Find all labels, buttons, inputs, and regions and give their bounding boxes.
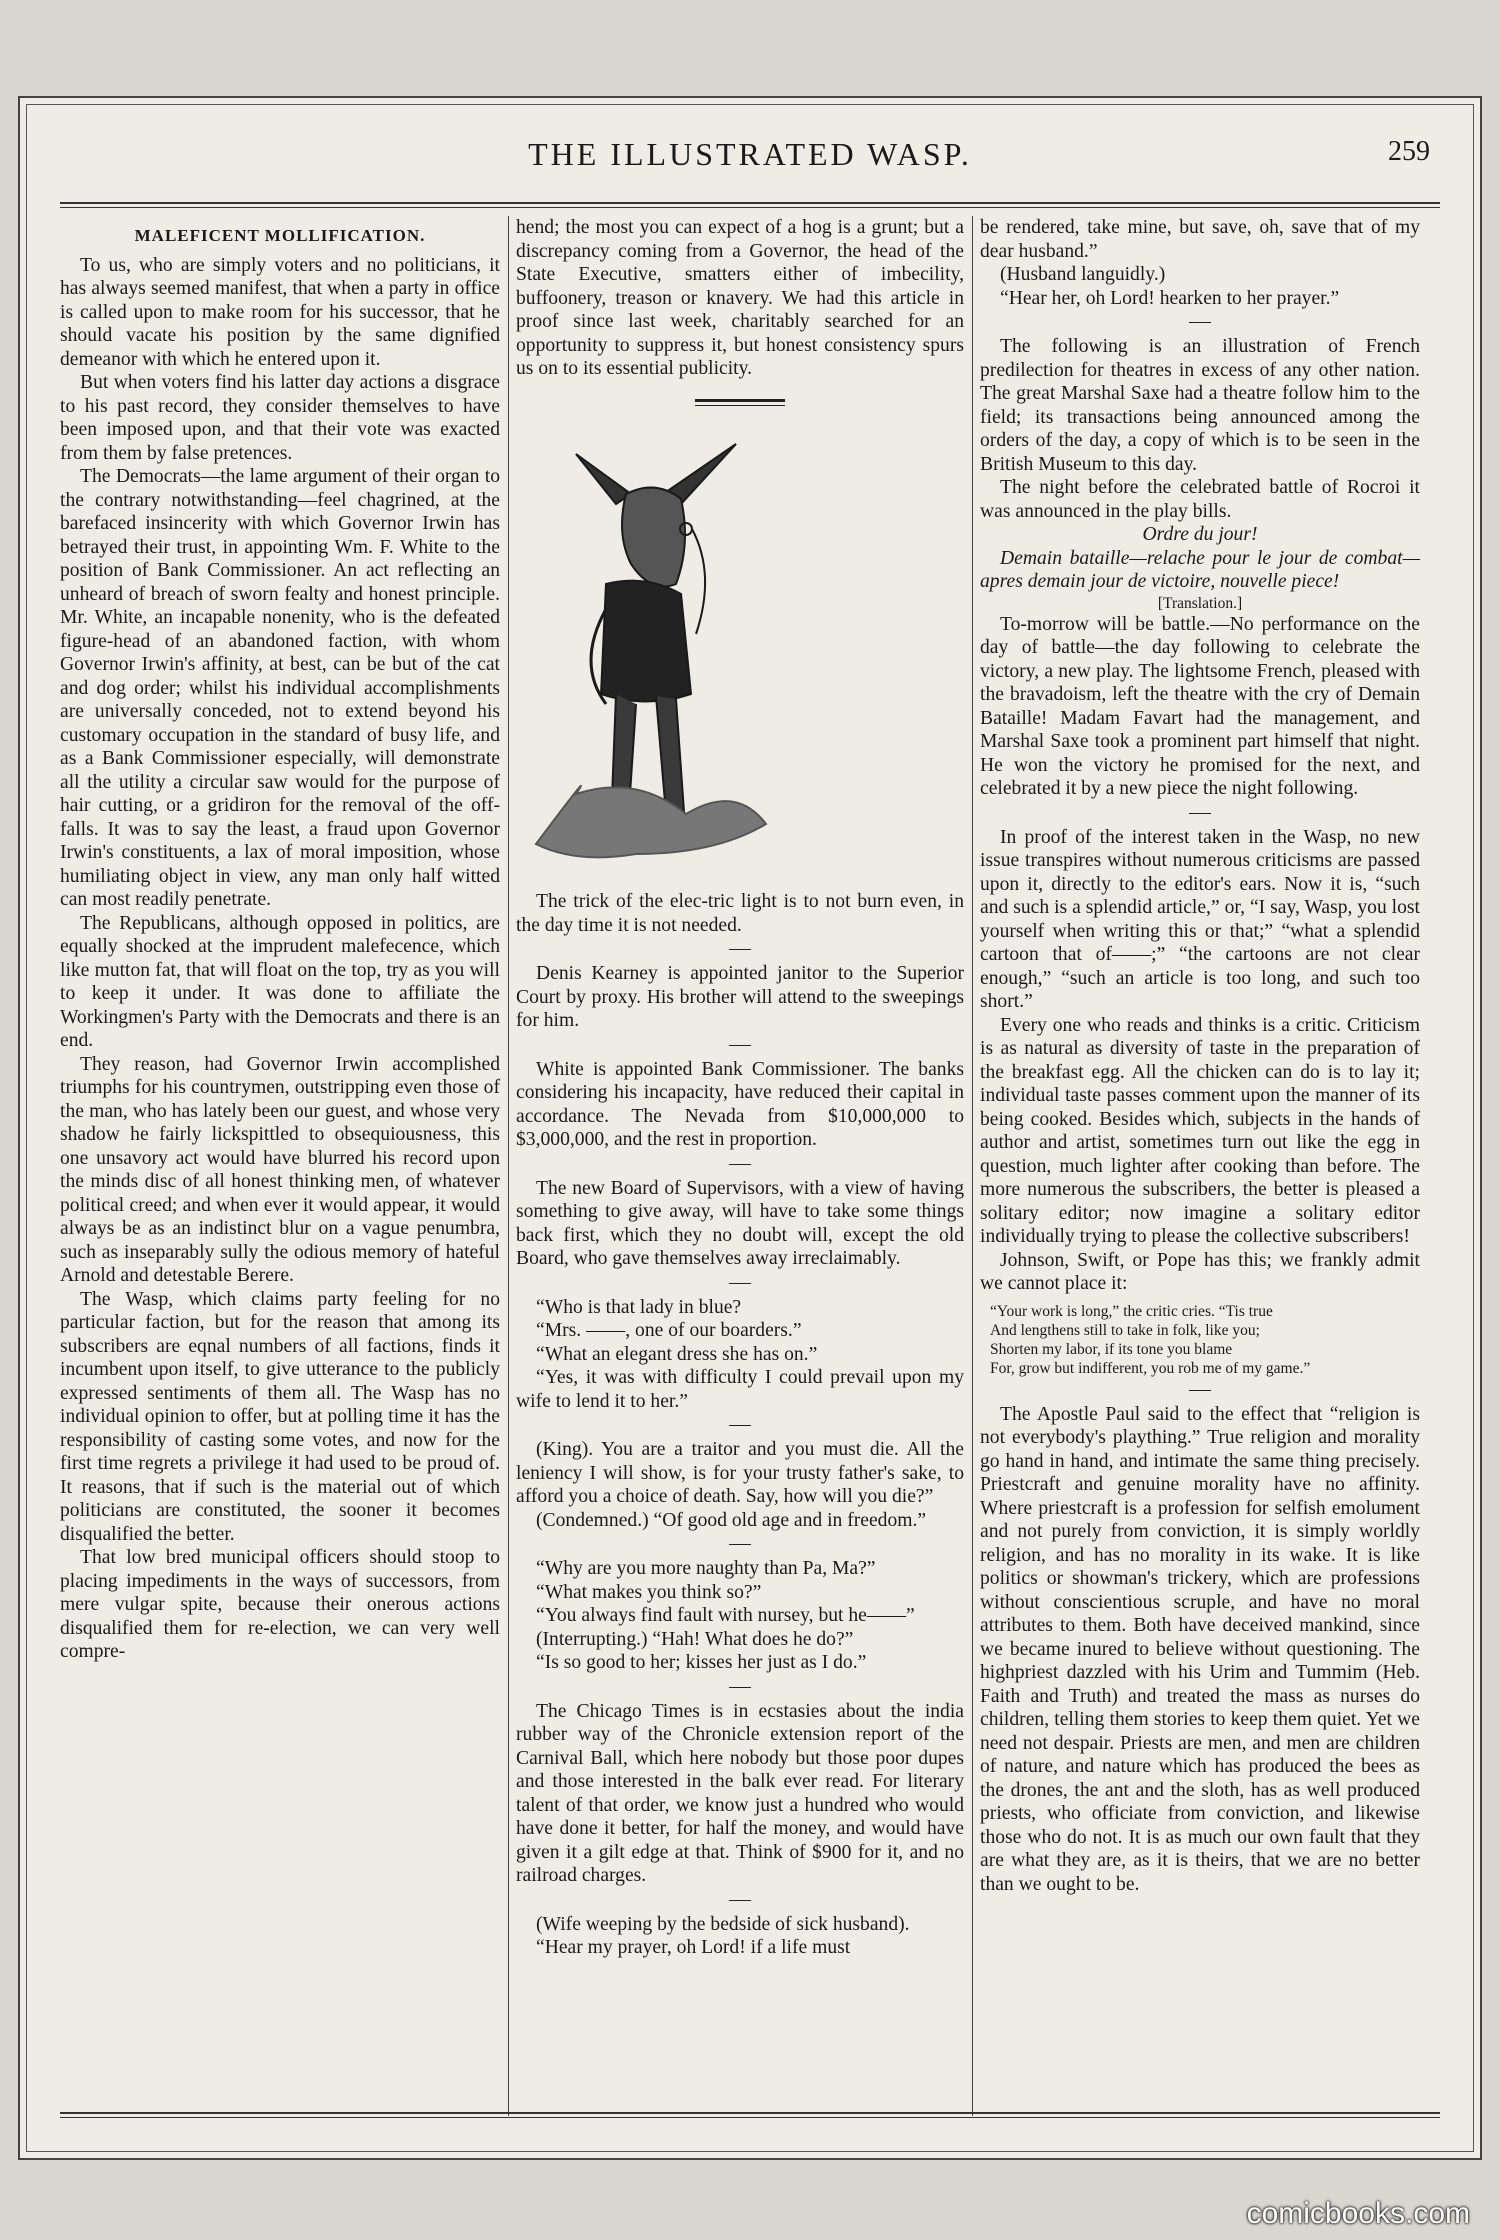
column-divider xyxy=(972,216,973,2116)
verse-quote xyxy=(990,1302,1420,1378)
site-watermark: comicbooks.com xyxy=(1246,2197,1470,2230)
article-paragraph: The Republicans, although opposed in politics, are equally shocked at the imprudent malefecence, which like mutton fat, that will float on the top, try as you will to keep it under. It was done to affiliate the Workingmen's Party with the Democrats and there is an end. xyxy=(60,912,500,1051)
article-paragraph: They reason, had Governor Irwin accomplished triumphs for his countrymen, outstripping even those of the man, who has lately been our guest, and whose very shadow he fairly lickspittled to obsequiousness, this one unsavory act would have blurred his record upon the minds disc of all honest thinking men, of whatever political creed; and when ever it would appear, it would always be as an indistinct blur on a vague penumbra, such as inseparably sully the odious memory of hateful Arnold and detestable Berere. xyxy=(60,1053,500,1286)
translation-label: [Translation.] xyxy=(1157,594,1243,612)
dialogue-line: (Wife weeping by the bedside of sick husband). xyxy=(536,1913,910,1935)
item-separator xyxy=(729,1164,751,1165)
column-three xyxy=(980,216,1420,1896)
news-item: The Chicago Times is in ecstasies about the india rubber way of the Chronicle extension report of the Carnival Ball, which here nobody but those poor dupes and those interested in the balk ever read. For literary talent of that order, we know just a hundred who would have done it better, for half the money, and would have given it a gilt edge at that. Think of $900 for it, and no railroad charges. xyxy=(516,1700,964,1886)
verse-line: Shorten my labor, if its tone you blame xyxy=(990,1340,1233,1358)
dialogue-line: “Hear her, oh Lord! hearken to her prayer.” xyxy=(1000,287,1340,309)
news-item: The following is an illustration of French predilection for theatres in excess of any other nation. The great Marshal Saxe had a theatre follow him to the field; its transactions being announced among the orders of the day, a copy of which is to be seen in the British Museum to this day. xyxy=(980,336,1420,475)
news-item: Every one who reads and thinks is a critic. Criticism is as natural as diversity of taste in the preparation of the breakfast egg. All the chicken can do is to lay it; individual taste passes comment upon the manner of its being cooked. Besides which, subjects in the hands of author and artist, sometimes turn out like the egg in question, much lighter after cooking than before. The more numerous the subscribers, the better is pleased a solitary editor; now imagine a solitary editor individually trying to please the collective subscribers! xyxy=(980,1014,1420,1247)
dialogue-line: (Husband languidly.) xyxy=(1000,264,1166,285)
article-paragraph: That low bred municipal officers should stoop to placing impediments in the ways of successors, from mere vulgar spite, because their onerous actions disqualified them for re-election, we can very well compre- xyxy=(60,1547,500,1662)
item-separator xyxy=(729,1687,751,1688)
article-continuation: hend; the most you can expect of a hog is a grunt; but a discrepancy coming from a Governor, the head of the State Executive, smatters either of imbecility, buffoonery, treason or knavery. We had this article in proof since last week, charitably searched for an opportunity to suppress it, but honest consistency spurs us on to its essential publicity. xyxy=(516,217,964,379)
dialogue-line: “What an elegant dress she has on.” xyxy=(536,1343,818,1365)
dialogue-line: “Is so good to her; kisses her just as I do.” xyxy=(536,1652,867,1673)
newspaper-page xyxy=(18,96,1482,2160)
article-paragraph: To us, who are simply voters and no politicians, it has always seemed manifest, that when a party in office is called upon to make room for his successor, that he should vacate his position by the same dignified demeanor with which he entered upon it. xyxy=(60,254,500,370)
article-paragraph: The Wasp, which claims party feeling for no particular faction, but for the reason that among its subscribers are eqnal numbers of all factions, finds it incumbent upon itself, to give utterance to the publicly expressed sentiments of them all. The Wasp has no individual opinion to offer, but at polling time it has the responsibility of casting some votes, and now for the first time regrets a privilege it had used to be proud of. It reasons, that if such is the material out of which politicians are constituted, the sooner it becomes disqualified the better. xyxy=(60,1288,500,1545)
item-separator xyxy=(729,1045,751,1046)
item-separator xyxy=(1189,813,1211,814)
news-item: To-morrow will be battle.—No performance on the day of battle—the day following to celebrate the victory, a new play. The lightsome French, pleased with the bravadoism, left the theatre with the cry of Demain Bataille! Madam Favart had the management, and Marshal Saxe took a prominent part himself that night. He won the victory he promised for the next, and celebrated it by a new piece the night following. xyxy=(980,613,1420,799)
news-item: The new Board of Supervisors, with a view of having something to give away, will have to take some things back first, which they no doubt will, except the old Board, who gave themselves away irreclaimably. xyxy=(516,1177,964,1269)
dialogue-line: “Mrs. ——, one of our boarders.” xyxy=(536,1320,802,1341)
item-separator xyxy=(1189,322,1211,323)
page-title: THE ILLUSTRATED WASP. xyxy=(528,136,972,172)
dialogue-line: (Interrupting.) “Hah! What does he do?” xyxy=(536,1628,854,1650)
item-separator xyxy=(729,1544,751,1545)
item-separator xyxy=(729,949,751,950)
news-item: The Apostle Paul said to the effect that “religion is not everybody's plaything.” True religion and morality go hand in hand, and intimate the same thing precisely. Priestcraft and genuine morality have no affinity. Where priestcraft is a profession for selfish emolument and not purely from conviction, it is simply worldly religion, and has no morality in its wake. It is like politics or showman's trickery, which are professions without conscientious scruple, and have no moral attributes to them. Both have deceived mankind, since we became inured to believe without questioning. The highpriest dazzled with his Urim and Tummim (Heb. Faith and Truth) and treated the mass as nurses do children, telling them stories to keep them quiet. Yet we need not despair. Priests are men, and men are children of nature, and nature which has produced the bees as the drones, the ant and the sloth, has as well produced priests, who officiate from conviction, and likewise those who do not. It is as much our own fault that they are what they are, as it is theirs, that we are no better than we ought to be. xyxy=(980,1403,1420,1895)
news-item: Johnson, Swift, or Pope has this; we frankly admit we cannot place it: xyxy=(980,1249,1420,1294)
masthead xyxy=(60,136,1440,176)
dialogue-line: “What makes you think so?” xyxy=(536,1581,762,1603)
french-heading: Ordre du jour! xyxy=(1142,524,1258,545)
verse-line: “Your work is long,” the critic cries. “Tis true xyxy=(990,1302,1273,1320)
dialogue-line: be rendered, take mine, but save, oh, save that of my dear husband.” xyxy=(980,217,1420,262)
item-separator xyxy=(729,1283,751,1284)
news-item: The night before the celebrated battle of Rocroi it was announced in the play bills. xyxy=(980,477,1420,522)
dialogue-line: (Condemned.) “Of good old age and in freedom.” xyxy=(536,1509,927,1531)
news-item: In proof of the interest taken in the Wasp, no new issue transpires without numerous criticisms are passed upon it, directly to the editor's ears. Now it is, “such and such is a splendid article,” or, “I say, Wasp, you lost yourself when writing this or that;” “what a splendid cartoon that of——;” “the cartoons are not clear enough,” “such an article is too long, and such too short.” xyxy=(980,826,1420,1012)
item-separator xyxy=(1189,1390,1211,1391)
article-paragraph: But when voters find his latter day actions a disgrace to his past record, they consider themselves to have been imposed upon, and that their vote was exacted from them by false pretences. xyxy=(60,372,500,464)
page-number: 259 xyxy=(1388,136,1430,167)
dialogue-line: “You always find fault with nursey, but he——” xyxy=(536,1605,915,1626)
footer-rule xyxy=(60,2112,1440,2118)
news-item: White is appointed Bank Commissioner. The banks considering his incapacity, have reduced their capital in accordance. The Nevada from $10,000,000 to $3,000,000, and the rest in proportion. xyxy=(516,1058,964,1150)
verse-line: For, grow but indifferent, you rob me of my game.” xyxy=(990,1359,1311,1377)
article-paragraph: The Democrats—the lame argument of their organ to the contrary notwithstanding—feel chagrined, at the barefaced insincerity with which Governor Irwin has betrayed their trust, in appointing Wm. F. White to the position of Bank Commissioner. An act reflecting an unheard of breach of sworn fealty and honest principle. Mr. White, an incapable nonenity, who is the defeated figure-head of an abandoned faction, with whom Governor Irwin's affinity, at best, can be but of the cat and dog order; whilst his individual accomplishments are universally conceded, not to extend beyond his customary occupation in the standard of busy life, and as a Bank Commissioner especially, will demonstrate all the utility a circular saw would for the purpose of hair cutting, or a gridiron for the removal of the off-falls. It was to say the least, a fraud upon Governor Irwin's constituents, a lax of moral imposition, whose humiliating object in view, any man only half witted can most readily penetrate. xyxy=(60,466,500,910)
header-rule xyxy=(60,202,1440,208)
verse-line: And lengthens still to take in folk, like you; xyxy=(990,1321,1260,1339)
cartoon-caption: The trick of the elec-tric light is to not burn even, in the day time it is not needed. xyxy=(516,891,964,936)
column-divider xyxy=(508,216,509,2116)
dialogue-line: “Why are you more naughty than Pa, Ma?” xyxy=(536,1558,876,1579)
section-rule xyxy=(695,399,785,406)
donkey-cartoon-illustration xyxy=(516,434,776,874)
item-separator xyxy=(729,1425,751,1426)
column-two xyxy=(516,216,964,1960)
dialogue-line: “Who is that lady in blue? xyxy=(536,1296,742,1318)
dialogue-line: “Hear my prayer, oh Lord! if a life must xyxy=(536,1937,851,1958)
dialogue-line: (King). You are a traitor and you must die. All the leniency I will show, is for your trusty father's sake, to afford you a choice of death. Say, how will you die?” xyxy=(516,1439,964,1507)
article-headline: MALEFICENT MOLLIFICATION. xyxy=(134,226,426,245)
dialogue-line: “Yes, it was with difficulty I could prevail upon my wife to lend it to her.” xyxy=(516,1367,964,1412)
french-quote: Demain bataille—relache pour le jour de combat—apres demain jour de victoire, nouvelle piece! xyxy=(980,547,1420,592)
item-separator xyxy=(729,1900,751,1901)
column-one xyxy=(60,216,500,1664)
news-item: Denis Kearney is appointed janitor to the Superior Court by proxy. His brother will attend to the sweepings for him. xyxy=(516,963,964,1031)
